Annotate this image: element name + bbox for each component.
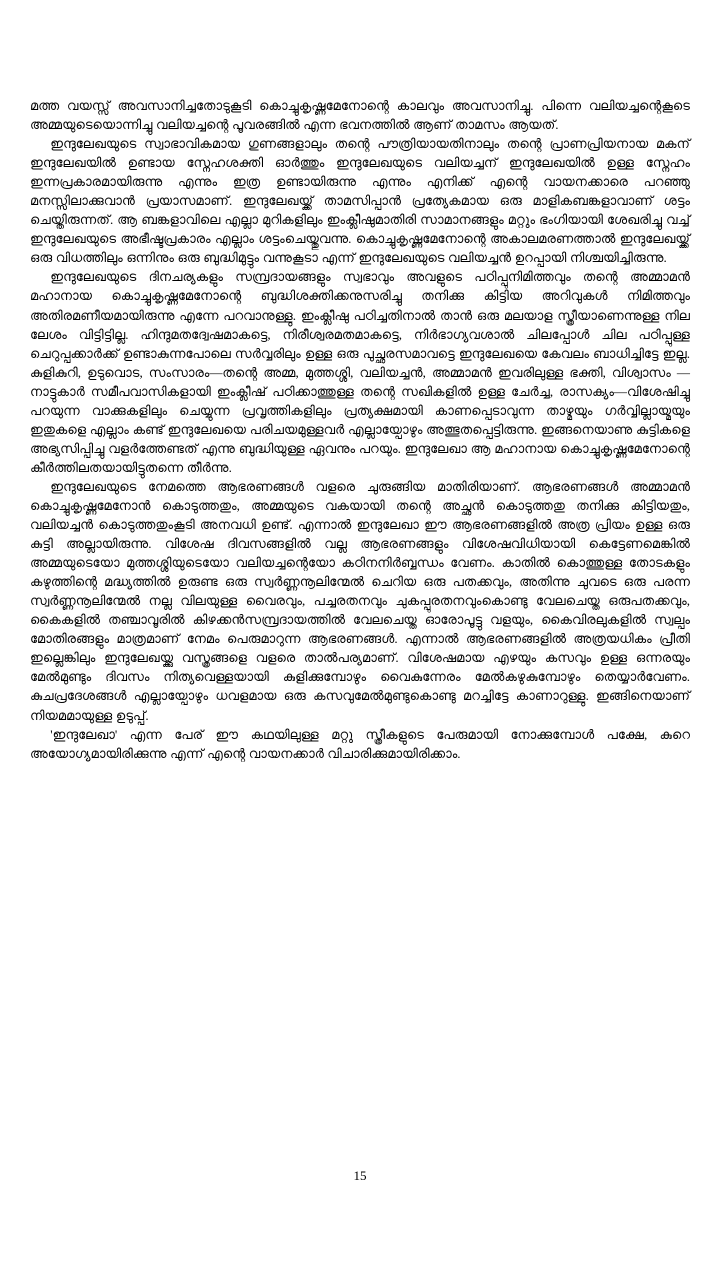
paragraph-2: ഇന്ദുലേഖയുടെ സ്വാഭാവികമായ ഗുണങ്ങളാലും തന്റെ പൗത്രിയായതിനാലും തന്റെ പ്രാണപ്രിയനായ മകന് ഇന്ദുലേഖയില്‍ ഉണ്ടായ സ്നേഹശക്തി ഓര്‍ത്തും ഇന്ദുലേഖയുടെ വലിയച്ചന് ഇന്ദുലേഖയില്‍ ഉള്ള സ്നേഹം ഇന്നപ്രകാരമായിരുന്നു എന്നും ഇത്ര ഉണ്ടായിരുന്നു എന്നും എനിക്ക് എന്റെ വായനക്കാരെ പറഞ്ഞു മനസ്സിലാക്കുവാന്‍ പ്രയാസമാണ്. ഇന്ദുലേഖയ്ക്ക് താമസിപ്പാന്‍ പ്രത്യേകമായ ഒരു മാളികബങ്കളാവാണ് ശട്ടം ചെയ്തിരുന്നത്. ആ ബങ്കളാവിലെ എല്ലാ മുറികളിലും ഇംക്ലീഷുമാതിരി സാമാനങ്ങളും മറ്റും ഭംഗിയായി ശേഖരിച്ചു വച്ച് ഇന്ദുലേഖയുടെ അഭീഷ്ടപ്രകാരം എല്ലാം ശട്ടംചെയ്തുവന്നു. കൊച്ചുകൃഷ്ണമേനോന്റെ അകാലമരണത്താല്‍ ഇന്ദുലേഖയ്ക്ക് ഒരു വിധത്തിലും ഒന്നിനും ഒരു ബുദ്ധിമുട്ടും വന്നുകൂടാ എന്ന് ഇന്ദുലേഖയുടെ വലിയച്ചന്‍ ഉറപ്പായി നിശ്ചയിച്ചിരുന്നു. bbox=[30, 136, 690, 266]
page-body-text bbox=[30, 96, 690, 763]
paragraph-4: ഇന്ദുലേഖയുടെ നേമത്തെ ആഭരണങ്ങള്‍ വളരെ ചുരുങ്ങിയ മാതിരിയാണ്. ആഭരണങ്ങള്‍ അമ്മാമന്‍ കൊച്ചുകൃഷ്ണമേനോന്‍ കൊടുത്തതും, അമ്മയുടെ വകയായി തന്റെ അച്ഛന്‍ കൊടുത്തതു തനിക്കു കിട്ടിയതും, വലിയച്ചന്‍ കൊടുത്തതുംകൂടി അനവധി ഉണ്ട്. എന്നാല്‍ ഇന്ദുലേഖാ ഈ ആഭരണങ്ങളില്‍ അത്ര പ്രിയം ഉള്ള ഒരു കുട്ടി അല്ലായിരുന്നു. വിശേഷ ദിവസങ്ങളില്‍ വല്ല ആഭരണങ്ങളും വിശേഷവിധിയായി കെട്ടേണമെങ്കില്‍ അമ്മയുടെയോ മുത്തശ്ശിയുടെയോ വലിയച്ചന്റെയോ കഠിനനിര്‍ബ്ബന്ധം വേണം. കാതില്‍ കൊത്തുള്ള തോടകളും കഴുത്തിന്റെ മദ്ധ്യത്തില്‍ ഉരുണ്ട ഒരു സ്വര്‍ണ്ണനൂലിന്മേല്‍ ചെറിയ ഒരു പതക്കവും, അതിന്നു ചുവടെ ഒരു പരന്ന സ്വര്‍ണ്ണനൂലിന്മേല്‍ നല്ല വിലയുള്ള വൈരവും, പച്ചരതനവും ചുകപ്പുരതനവുംകൊണ്ടു വേലചെയ്ത ഒരുപതക്കവും, കൈകളില്‍ തഞ്ചാവൂരില്‍ കിഴക്കന്‍സമ്പ്രദായത്തില്‍ വേലചെയ്ത ഓരോപൂട്ടു വളയും, കൈവിരലുകളില്‍ സ്വല്പം മോതിരങ്ങളും മാത്രമാണ് നേമം പെരുമാറുന്ന ആഭരണങ്ങള്‍. എന്നാല്‍ ആഭരണങ്ങളില്‍ അത്രയധികം പ്രീതി ഇല്ലെങ്കിലും ഇന്ദുലേഖയ്ക്കു വസ്ത്രങ്ങളെ വളരെ താല്‍പര്യമാണ്. വിശേഷമായ എഴയും കസവും ഉള്ള ഒന്നരയും മേല്‍മുണ്ടും ദിവസം നിത്യവെള്ളയായി കുളിക്കുമ്പോഴും വൈകുന്നേരം മേല്‍കഴുകുമ്പോഴും തെയ്യാര്‍വേണം. കുചപ്രദേശങ്ങള്‍ എല്ലായ്പോഴും ധവളമായ ഒരു കസവുമേല്‍മുണ്ടുകൊണ്ടു മറച്ചിട്ടേ കാണാറുള്ളു. ഇങ്ങിനെയാണ് നിയമമായുള്ള ഉടുപ്പ്. bbox=[30, 478, 690, 723]
paragraph-5: 'ഇന്ദുലേഖാ' എന്ന പേര് ഈ കഥയിലുള്ള മറ്റു സ്ത്രീകളുടെ പേരുമായി നോക്കുമ്പോള്‍ പക്ഷേ, കുറെ അയോഗ്യമായിരിക്കുന്നു എന്ന് എന്റെ വായനക്കാര്‍ വിചാരിക്കുമായിരിക്കാം. bbox=[30, 726, 690, 761]
paragraph-1: മത്ത വയസ്സ് അവസാനിച്ചതോടുകൂടി കൊച്ചുകൃഷ്ണമേനോന്റെ കാലവും അവസാനിച്ചു. പിന്നെ വലിയച്ചന്റെകൂടെ അമ്മയുടെയൊന്നിച്ചു വലിയച്ചന്റെ പൂവരങ്ങില്‍ എന്ന ഭവനത്തില്‍ ആണ് താമസം ആയത്. bbox=[30, 98, 690, 133]
page-number: 15 bbox=[353, 1168, 367, 1183]
paragraph-3: ഇന്ദുലേഖയുടെ ദിനചര്യകളും സമ്പ്രദായങ്ങളും സ്വഭാവും അവളുടെ പഠിപ്പുനിമിത്തവും തന്റെ അമ്മാമന്‍ മഹാനായ കൊച്ചുകൃഷ്ണമേനോന്റെ ബുദ്ധിശക്തിക്കനുസരിച്ചു തനിക്കു കിട്ടിയ അറിവുകള്‍ നിമിത്തവും അതിരമണീയമായിരുന്നു എന്നേ പറവാനുള്ളു. ഇംക്ലീഷു പഠിച്ചതിനാല്‍ താന്‍ ഒരു മലയാള സ്ത്രീയാണെന്നുള്ള നില ലേശം വിട്ടിട്ടില്ല. ഹിന്ദുമതദ്വേഷമാകട്ടെ, നിരീശ്വരമതമാകട്ടെ, നിര്‍ഭാഗ്യവശാല്‍ ചിലപ്പോള്‍ ചില പഠിപ്പുള്ള ചെറുപ്പക്കാര്‍ക്ക് ഉണ്ടാകുന്നപോലെ സര്‍വ്വരിലും ഉള്ള ഒരു പുച്ഛരസമാവട്ടെ ഇന്ദുലേഖയെ കേവലം ബാധിച്ചിട്ടേ ഇല്ല. കുളികുറി, ഉടുവൊട, സംസാരം—തന്റെ അമ്മ, മുത്തശ്ശി, വലിയച്ചന്‍, അമ്മാമന്‍ ഇവരിലുള്ള ഭക്തി, വിശ്വാസം —നാട്ടുകാര്‍ സമീപവാസികളായി ഇംക്ലീഷ് പഠിക്കാത്തുള്ള തന്റെ സഖികളില്‍ ഉള്ള ചേര്‍ച്ച, രാസക്യം—വിശേഷിച്ചു പറയുന്ന വാക്കുകളിലും ചെയ്യുന്ന പ്രവൃത്തികളിലും പ്രത്യക്ഷമായി കാണപ്പെടാവുന്ന താഴ്മയും ഗര്‍വ്വില്ലായ്മയും ഇതുകളെ എല്ലാം കണ്ട് ഇന്ദുലേഖയെ പരിചയമുള്ളവര്‍ എല്ലായ്പോഴും അത്ഭുതപ്പെട്ടിരുന്നു. ഇങ്ങനെയാണു കുട്ടികളെ അഭ്യസിപ്പിച്ചു വളര്‍ത്തേണ്ടത് എന്നു ബുദ്ധിയുള്ള ഏവനും പറയും. ഇന്ദുലേഖാ ആ മഹാനായ കൊച്ചുകൃഷ്ണമേനോന്റെ കീര്‍ത്തിലതയായിട്ടുതന്നെ തീര്‍ന്നു. bbox=[30, 269, 690, 475]
